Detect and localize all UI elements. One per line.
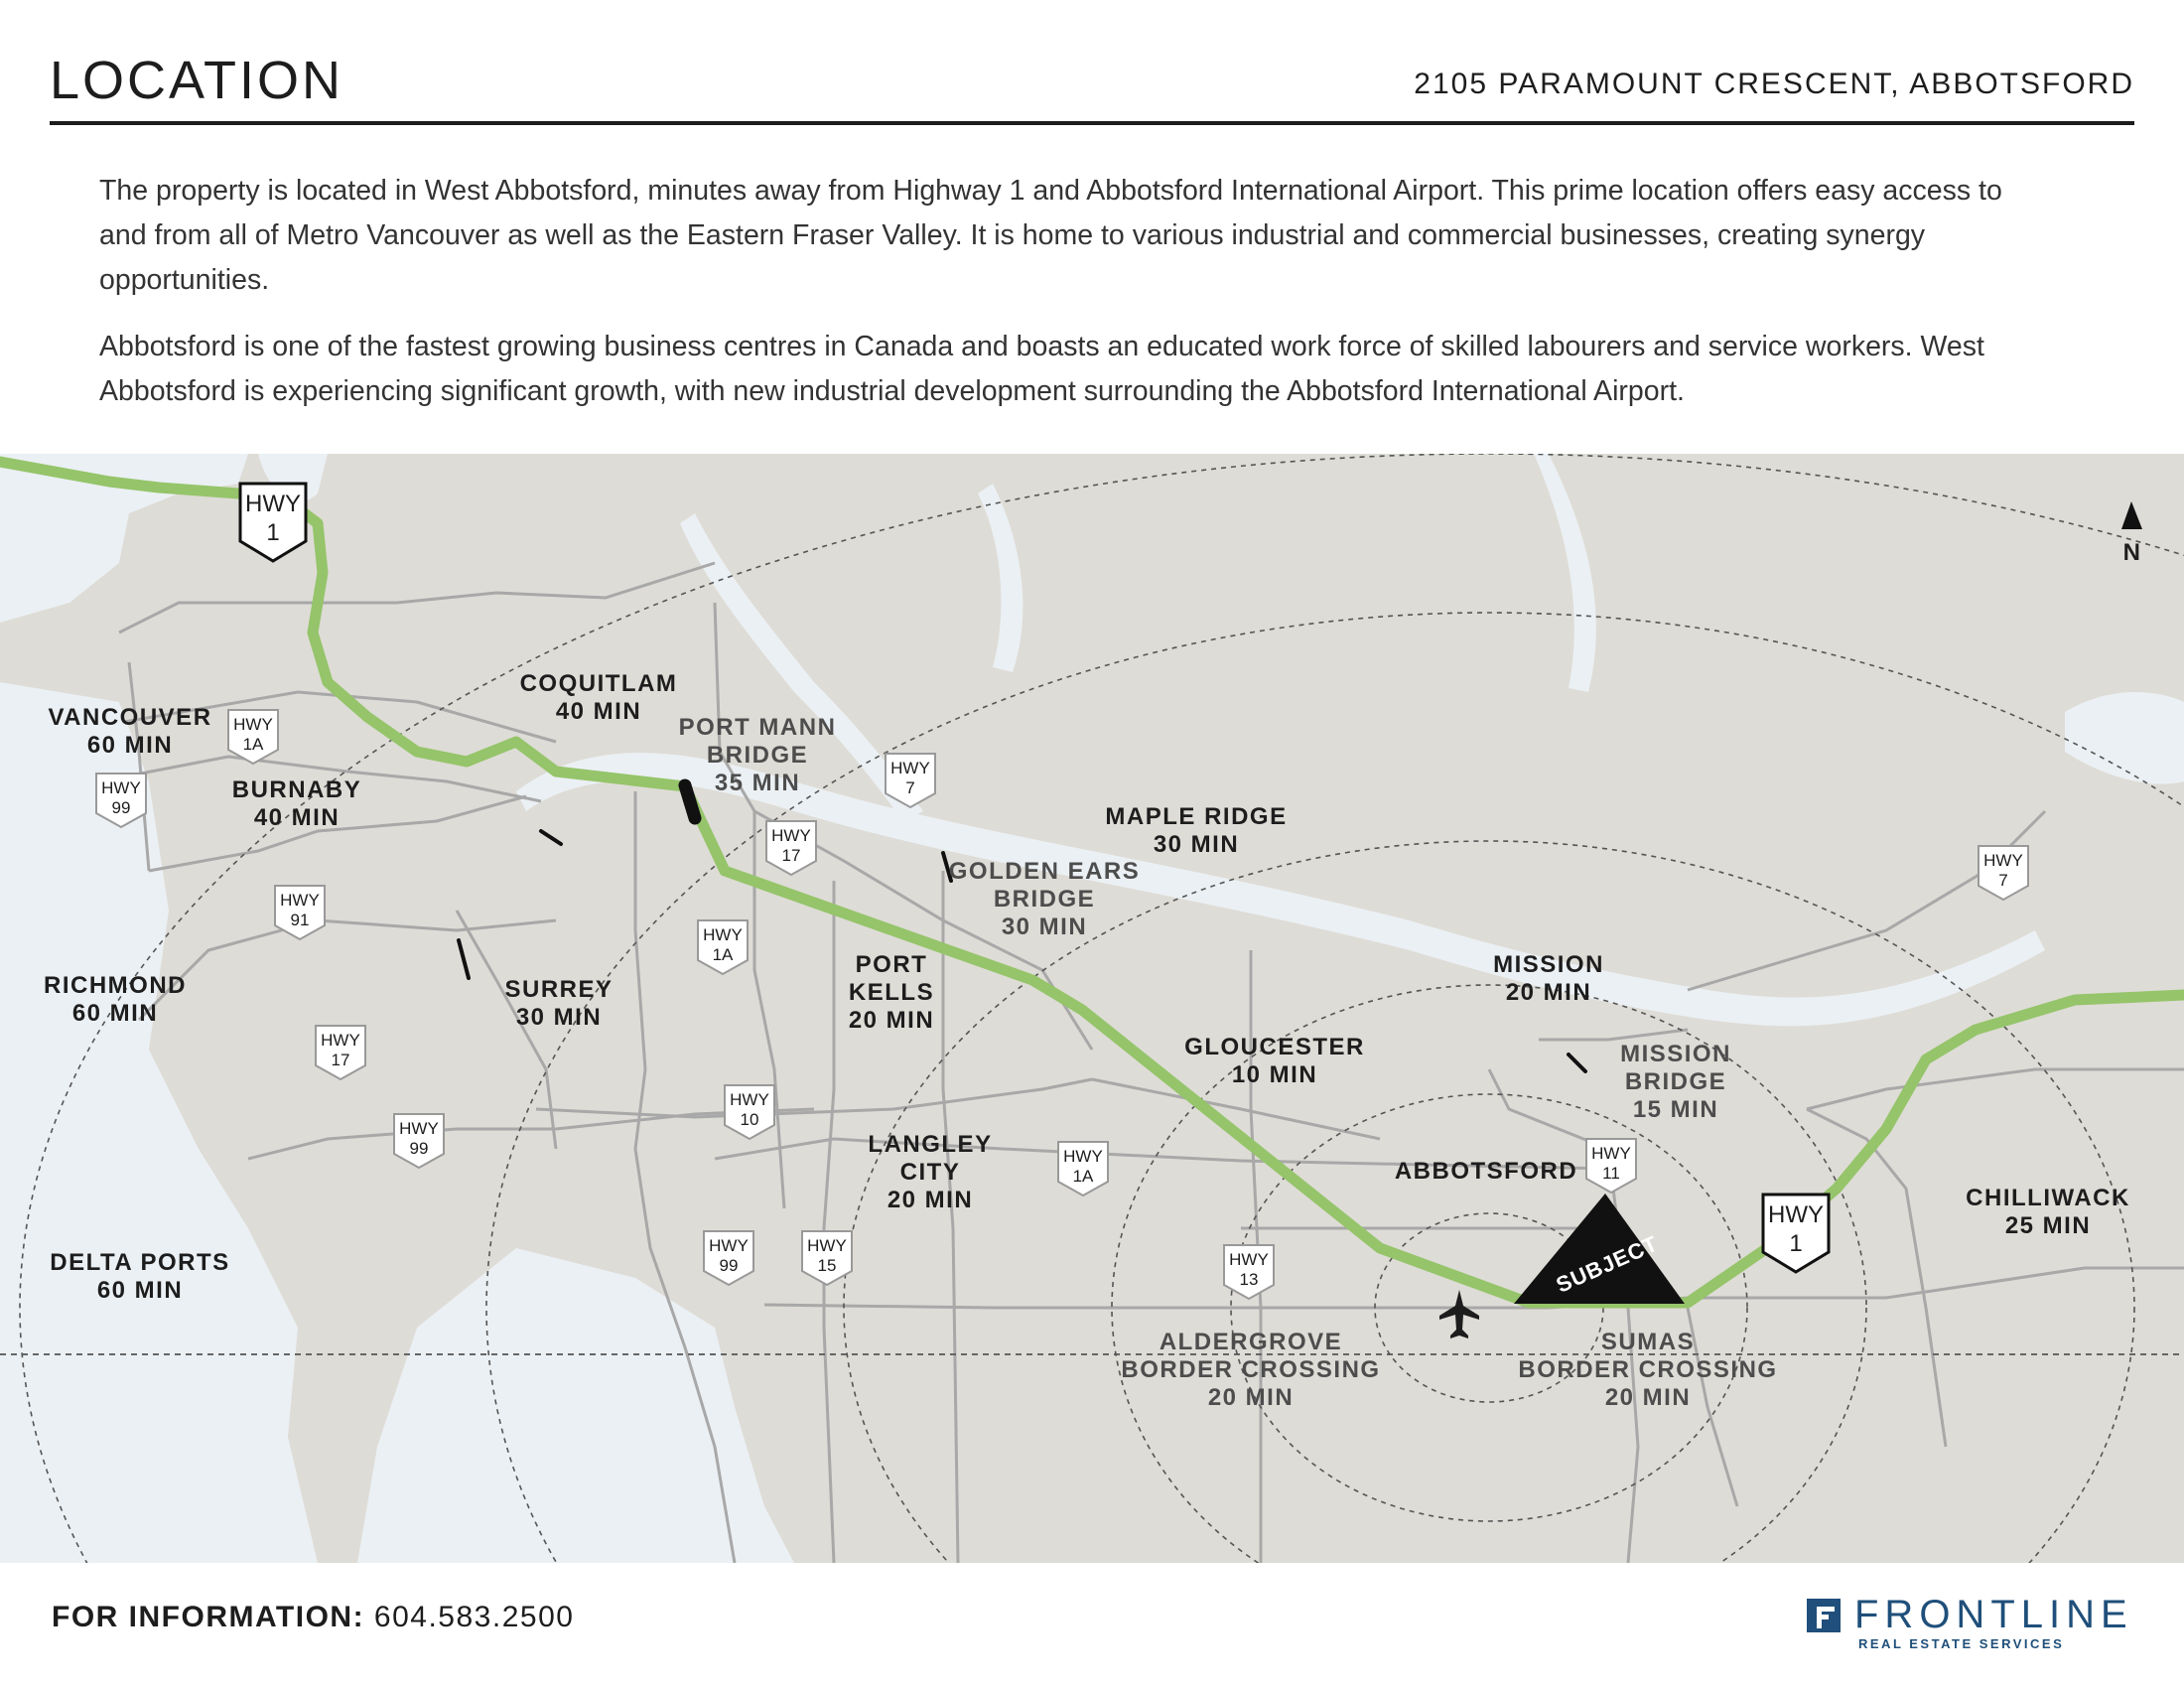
label-port-kells-time: 20 MIN xyxy=(848,1007,935,1034)
label-coquitlam: COQUITLAM xyxy=(519,670,678,697)
svg-text:17: 17 xyxy=(331,1051,350,1069)
label-surrey: SURREY xyxy=(504,976,614,1003)
hwy-shield-99 xyxy=(704,1231,753,1285)
label-mission-bridge: MISSION xyxy=(1620,1041,1731,1067)
svg-text:10: 10 xyxy=(740,1110,759,1129)
header-divider xyxy=(50,121,2134,125)
svg-text:7: 7 xyxy=(1998,871,2008,890)
label-gloucester: GLOUCESTER xyxy=(1184,1034,1365,1060)
svg-text:99: 99 xyxy=(719,1256,739,1275)
label-vancouver: VANCOUVER xyxy=(48,704,212,731)
label-sumas-crossing-2: BORDER CROSSING xyxy=(1518,1356,1778,1383)
svg-text:HWY: HWY xyxy=(730,1090,769,1109)
label-langley-city: LANGLEY xyxy=(868,1131,993,1158)
label-aldergrove-crossing-2: BORDER CROSSING xyxy=(1121,1356,1381,1383)
hwy-shield-17 xyxy=(316,1026,365,1079)
brand-name: FRONTLINE xyxy=(1854,1593,2133,1636)
hwy-shield-7 xyxy=(1979,846,2028,900)
label-mission-time: 20 MIN xyxy=(1505,979,1592,1006)
hwy-shield-99 xyxy=(394,1114,444,1168)
label-burnaby-time: 40 MIN xyxy=(253,804,341,831)
label-abbotsford: ABBOTSFORD xyxy=(1394,1158,1578,1185)
location-map xyxy=(0,454,2184,1563)
label-delta-ports-time: 60 MIN xyxy=(96,1277,184,1304)
svg-text:1A: 1A xyxy=(242,735,264,754)
label-maple-ridge-time: 30 MIN xyxy=(1153,831,1240,858)
label-golden-ears-bridge: GOLDEN EARS xyxy=(948,858,1141,885)
water-eastern-lake xyxy=(2065,692,2184,784)
label-richmond-time: 60 MIN xyxy=(71,1000,159,1027)
svg-text:91: 91 xyxy=(290,911,310,929)
north-label: N xyxy=(2122,539,2142,566)
intro-paragraph-2: Abbotsford is one of the fastest growing business centres in Canada and boasts an educated work force of skilled labourers and service workers. West Abbotsford is experiencing significant growth, with new industrial development surrounding the Abbotsford International Airport. xyxy=(99,331,1984,407)
north-arrow-icon xyxy=(2121,501,2142,566)
label-port-mann-bridge: PORT MANN xyxy=(678,714,837,741)
frontline-logo xyxy=(1807,1593,2134,1652)
label-port-mann-bridge-2: BRIDGE xyxy=(706,742,809,769)
hwy-shield-17 xyxy=(766,821,816,875)
water-boundary-bay xyxy=(357,1248,794,1563)
brand-tagline: REAL ESTATE SERVICES xyxy=(1858,1636,2065,1651)
label-mission-bridge-time: 15 MIN xyxy=(1632,1096,1719,1123)
label-aldergrove-crossing: ALDERGROVE xyxy=(1159,1329,1343,1355)
svg-text:HWY: HWY xyxy=(280,891,320,910)
label-golden-ears-bridge-time: 30 MIN xyxy=(1001,914,1088,940)
hwy-shield-1 xyxy=(240,484,306,561)
svg-text:HWY: HWY xyxy=(233,715,273,734)
label-golden-ears-bridge-2: BRIDGE xyxy=(993,886,1096,913)
label-surrey-time: 30 MIN xyxy=(515,1004,603,1031)
label-port-mann-bridge-time: 35 MIN xyxy=(714,770,801,796)
label-port-kells-2: KELLS xyxy=(848,979,935,1006)
svg-text:1A: 1A xyxy=(712,945,734,964)
svg-text:1: 1 xyxy=(266,519,280,546)
svg-text:HWY: HWY xyxy=(703,925,743,944)
label-chilliwack: CHILLIWACK xyxy=(1966,1185,2130,1211)
airport-icon xyxy=(1439,1290,1479,1338)
intro-paragraph-1: The property is located in West Abbotsford, minutes away from Highway 1 and Abbotsford International Airport. This prime location offers easy access to and from all of Metro Vancouver as well as the Eastern Fraser Valley. It is home to various industrial and commercial businesses, creating synergy opportunities. xyxy=(99,175,2002,296)
svg-text:13: 13 xyxy=(1239,1270,1259,1289)
svg-text:1: 1 xyxy=(1789,1230,1803,1257)
svg-text:HWY: HWY xyxy=(1063,1147,1103,1166)
label-mission: MISSION xyxy=(1493,951,1604,978)
svg-text:99: 99 xyxy=(111,798,131,817)
svg-text:HWY: HWY xyxy=(1768,1201,1824,1228)
label-aldergrove-crossing-time: 20 MIN xyxy=(1207,1384,1295,1411)
svg-text:17: 17 xyxy=(781,846,801,865)
svg-text:HWY: HWY xyxy=(399,1119,439,1138)
label-delta-ports: DELTA PORTS xyxy=(50,1249,230,1276)
svg-text:11: 11 xyxy=(1602,1164,1620,1183)
label-maple-ridge: MAPLE RIDGE xyxy=(1105,803,1288,830)
label-sumas-crossing-time: 20 MIN xyxy=(1604,1384,1692,1411)
subject-marker xyxy=(1514,1194,1685,1304)
label-coquitlam-time: 40 MIN xyxy=(555,698,642,725)
label-mission-bridge-2: BRIDGE xyxy=(1624,1068,1727,1095)
hwy-shield-10 xyxy=(725,1085,774,1139)
svg-text:HWY: HWY xyxy=(321,1031,360,1050)
svg-text:HWY: HWY xyxy=(1983,851,2023,870)
label-port-kells: PORT xyxy=(855,951,928,978)
svg-text:HWY: HWY xyxy=(1591,1144,1631,1163)
label-langley-city-time: 20 MIN xyxy=(887,1187,974,1213)
label-chilliwack-time: 25 MIN xyxy=(2004,1212,2092,1239)
contact-info xyxy=(52,1601,574,1634)
svg-text:HWY: HWY xyxy=(1229,1250,1269,1269)
frontline-logo-mark-icon xyxy=(1807,1599,1841,1632)
svg-text:HWY: HWY xyxy=(245,491,301,517)
hwy-shield-1 xyxy=(1763,1195,1829,1272)
svg-text:HWY: HWY xyxy=(890,759,930,777)
label-burnaby: BURNABY xyxy=(231,776,362,803)
svg-text:HWY: HWY xyxy=(101,778,141,797)
label-gloucester-time: 10 MIN xyxy=(1231,1061,1318,1088)
hwy-shield-1a xyxy=(1058,1142,1108,1196)
water-pitt-lake xyxy=(978,484,1023,672)
svg-text:HWY: HWY xyxy=(709,1236,749,1255)
label-langley-city-2: CITY xyxy=(899,1159,961,1186)
label-vancouver-time: 60 MIN xyxy=(86,732,174,759)
water-stave-lake xyxy=(1534,454,1596,692)
contact-label: FOR INFORMATION: xyxy=(52,1601,365,1633)
svg-text:15: 15 xyxy=(817,1256,837,1275)
label-richmond: RICHMOND xyxy=(44,972,187,999)
map-canvas xyxy=(0,454,2184,1563)
page-title: LOCATION xyxy=(50,51,344,110)
hwy-shield-11 xyxy=(1586,1139,1636,1193)
label-sumas-crossing: SUMAS xyxy=(1600,1329,1696,1355)
hwy-shield-1a xyxy=(228,710,278,764)
water-bodies xyxy=(0,454,2184,1563)
contact-phone[interactable]: 604.583.2500 xyxy=(373,1601,575,1633)
svg-text:99: 99 xyxy=(409,1139,429,1158)
svg-text:7: 7 xyxy=(905,778,915,797)
subject-label: SUBJECT xyxy=(1552,1230,1663,1298)
svg-text:HWY: HWY xyxy=(771,826,811,845)
svg-text:HWY: HWY xyxy=(807,1236,847,1255)
property-address: 2105 PARAMOUNT CRESCENT, ABBOTSFORD xyxy=(1414,68,2134,100)
svg-text:1A: 1A xyxy=(1072,1167,1094,1186)
intro-text xyxy=(99,169,2045,436)
hwy-shield-15 xyxy=(802,1231,852,1285)
hwy-shield-1a xyxy=(698,920,748,974)
